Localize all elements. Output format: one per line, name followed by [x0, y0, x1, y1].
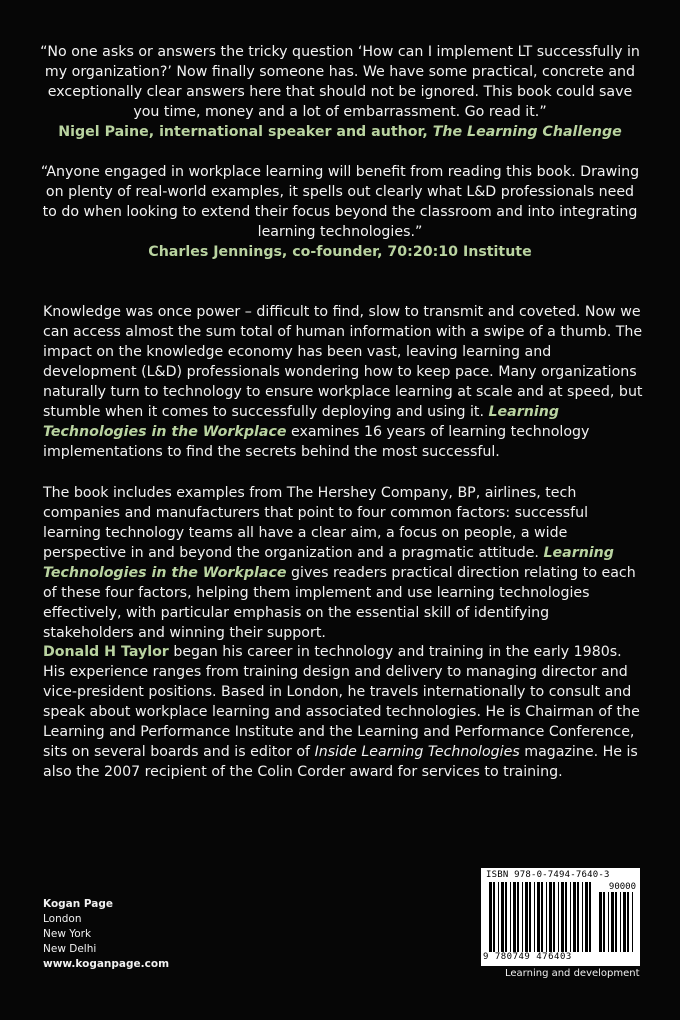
isbn-number: ISBN 978-0-7494-7640-3: [486, 870, 610, 880]
magazine-title: Inside Learning Technologies: [314, 744, 520, 760]
barcode-bar: [608, 892, 609, 952]
isbn-barcode: [481, 868, 640, 966]
barcode-bar: [589, 882, 591, 952]
barcode-bar: [620, 892, 621, 952]
barcode-bar: [493, 882, 495, 952]
barcode-bar: [489, 882, 492, 952]
quote-text: “No one asks or answers the tricky question ‘How can I implement LT successfully in my organization?’ Now finally someone has. We have some practical, concrete and exceptionally clear answers here that should not be ignored. This book could save you time, money and a lot of embarrassment. Go read it.”: [40, 44, 640, 120]
barcode-bar: [603, 892, 605, 952]
barcode-bar: [615, 892, 617, 952]
book-category: Learning and development: [505, 968, 640, 979]
barcode-bar: [561, 882, 564, 952]
barcode-bar: [529, 882, 531, 952]
barcode-bar: [546, 882, 547, 952]
book-title: Learning Technologies in the Workplace: [43, 404, 559, 440]
publisher-website: www.koganpage.com: [43, 958, 170, 970]
barcode-bar: [498, 882, 499, 952]
barcode-bar: [577, 882, 579, 952]
quote-text: “Anyone engaged in workplace learning will benefit from reading this book. Drawing on plenty of real-world examples, it spells out clearly what L&D professionals need to do when looking to extend their focus beyond the classroom and into integrating learning technologies.”: [40, 164, 640, 240]
barcode-bar: [517, 882, 519, 952]
publisher-city: New York: [43, 928, 92, 940]
publisher-city: New Delhi: [43, 943, 97, 955]
publisher-block: [43, 897, 169, 972]
ean-barcode-bars: [489, 882, 595, 952]
barcode-bar: [513, 882, 516, 952]
barcode-bar: [585, 882, 588, 952]
barcode-bar: [525, 882, 528, 952]
quote-attribution: Nigel Paine, international speaker and author, The Learning Challenge: [58, 124, 622, 140]
price-code: 90000: [608, 882, 636, 892]
barcode-bar: [627, 892, 629, 952]
description-paragraph-1: Knowledge was once power – difficult to find, slow to transmit and coveted. Now we can access almost the sum total of human information with a swipe of a thumb. The impact on the knowledge economy has been vast, leaving learning and development (L&D) professionals wondering how to keep pace. Many organizations naturally turn to technology to ensure workplace learning at scale and at speed, but stumble when it comes to successfully deploying and using it. Learning Technologies in the Workplace examines 16 years of learning technology implementations to find the secrets behind the most successful.: [43, 304, 643, 460]
barcode-bar: [522, 882, 523, 952]
review-quote-1: [40, 42, 640, 142]
review-quote-2: [40, 162, 640, 262]
description-paragraph-2: The book includes examples from The Hershey Company, BP, airlines, tech companies and manufacturers that point to four common factors: successful learning technology teams all have a clear aim, a focus on people, a wide perspective in and beyond the organization and a pragmatic attitude. Learning Technologies in the Workplace gives readers practical direction relating to each of these four factors, helping them implement and use learning technologies effectively, with particular emphasis on the essential skill of identifying stakeholders and winning their support.: [43, 485, 636, 641]
book-title: Learning Technologies in the Workplace: [43, 545, 614, 581]
barcode-bar: [537, 882, 540, 952]
barcode-bar: [582, 882, 583, 952]
barcode-bar: [534, 882, 535, 952]
barcode-bar: [549, 882, 552, 952]
barcode-bar: [505, 882, 507, 952]
barcode-bar: [541, 882, 543, 952]
barcode-bar: [565, 882, 567, 952]
barcode-bar: [599, 892, 602, 952]
barcode-bar: [573, 882, 576, 952]
barcode-bar: [632, 892, 633, 952]
barcode-bar: [558, 882, 559, 952]
addon-barcode-bars: [599, 892, 635, 952]
publisher-name: Kogan Page: [43, 898, 114, 910]
attribution-book-title: The Learning Challenge: [432, 124, 622, 140]
barcode-bar: [510, 882, 511, 952]
quote-attribution: Charles Jennings, co-founder, 70:20:10 Institute: [148, 244, 532, 260]
barcode-bar: [623, 892, 626, 952]
publisher-city: London: [43, 913, 82, 925]
author-bio: Donald H Taylor began his career in technology and training in the early 1980s. His experience ranges from training design and delivery to managing director and vice-president positions. Based in London, he travels internationally to consult and speak about workplace learning and associated technologies. He is Chairman of the Learning and Performance Institute and the Learning and Performance Conference, sits on several boards and is editor of Inside Learning Technologies magazine. He is also the 2007 recipient of the Colin Corder award for services to training.: [43, 644, 640, 780]
barcode-bar: [553, 882, 555, 952]
ean-number: 9 780749 476403: [483, 952, 572, 962]
author-name: Donald H Taylor: [43, 644, 169, 660]
barcode-bar: [501, 882, 504, 952]
barcode-bar: [570, 882, 571, 952]
barcode-bar: [611, 892, 614, 952]
